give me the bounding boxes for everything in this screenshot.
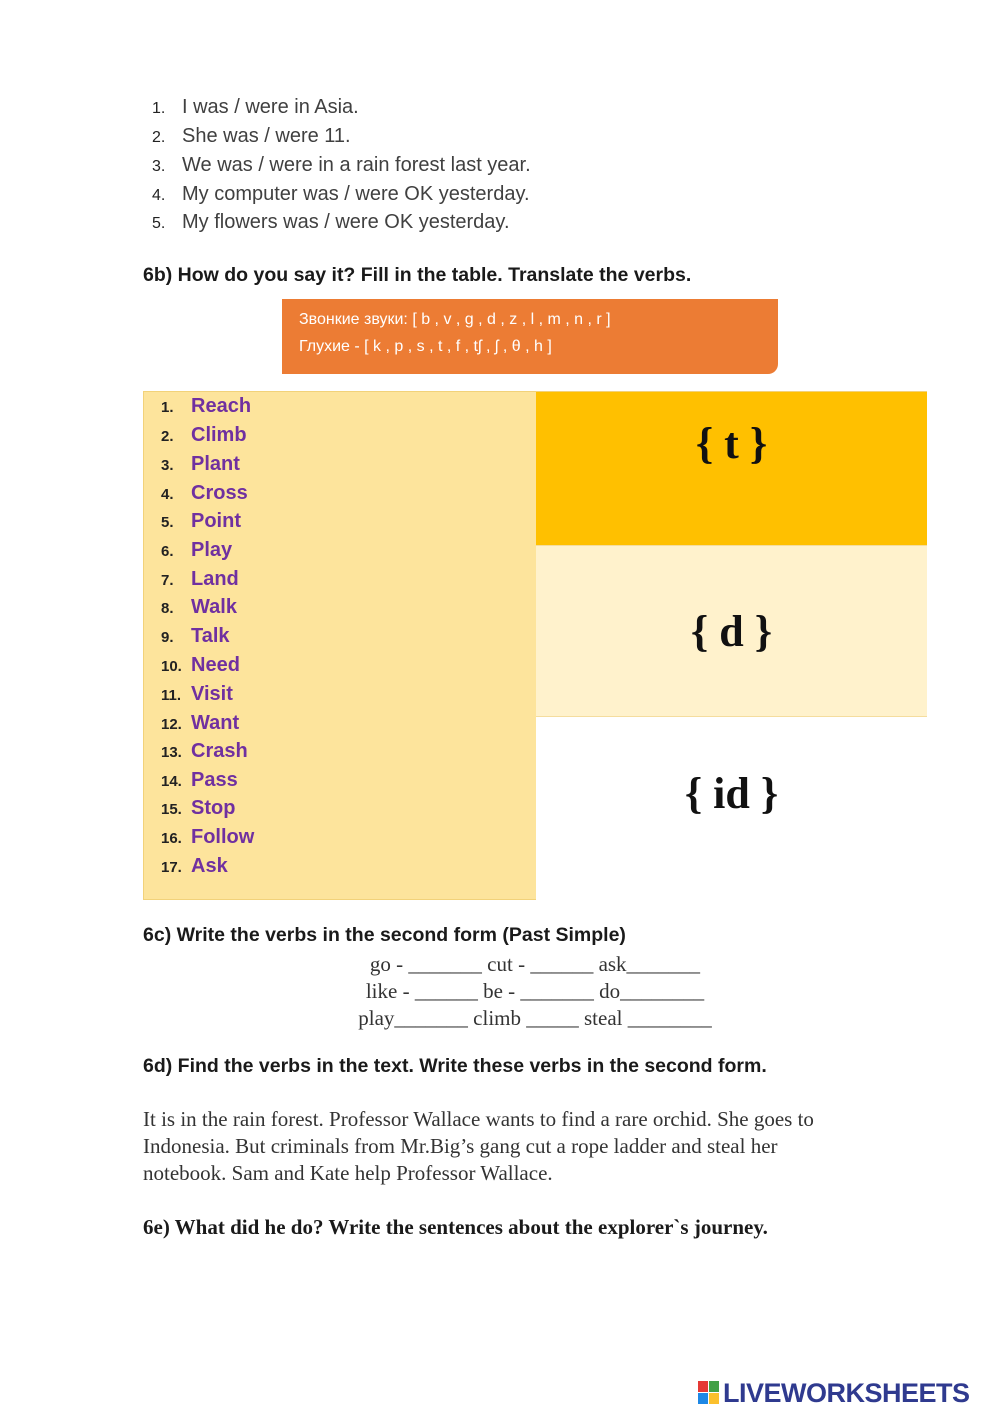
section-6e-heading: 6e) What did he do? Write the sentences about the explorer`s journey. xyxy=(143,1215,768,1239)
section-6b-heading: 6b) How do you say it? Fill in the table. Translate the verbs. xyxy=(143,264,692,286)
verb-word: Pass xyxy=(191,769,238,791)
sound-t-dropzone[interactable] xyxy=(536,392,927,545)
verb-number: 2. xyxy=(161,428,174,445)
verb-item xyxy=(161,826,254,854)
sound-t-label: { t } xyxy=(695,419,768,468)
phonetics-box xyxy=(282,299,778,374)
story-text-line: notebook. Sam and Kate help Professor Wallace. xyxy=(143,1161,553,1185)
list-number: 3. xyxy=(152,158,166,175)
voiceless-sounds-text: Глухие - [ k , p , s , t , f , tʃ , ʃ , θ , h ] xyxy=(299,338,552,355)
verb-item xyxy=(161,482,248,510)
verb-number: 3. xyxy=(161,457,174,474)
list-number: 2. xyxy=(152,129,166,146)
verb-item xyxy=(161,539,232,567)
verb-word: Play xyxy=(191,539,233,561)
verb-number: 4. xyxy=(161,486,174,503)
verb-number: 14. xyxy=(161,773,182,790)
verb-item xyxy=(161,740,248,768)
verb-number: 5. xyxy=(161,514,174,531)
list-item xyxy=(152,154,531,182)
verb-number: 16. xyxy=(161,830,182,847)
verb-number: 17. xyxy=(161,859,182,876)
list-text: I was / were in Asia. xyxy=(182,96,359,118)
section-6c-heading: 6c) Write the verbs in the second form (Past Simple) xyxy=(143,924,626,946)
verb-item xyxy=(161,797,235,825)
verb-word: Walk xyxy=(191,596,237,618)
past-simple-line: like - ______ be - _______ do________ xyxy=(365,979,705,1003)
verb-word: Plant xyxy=(191,453,240,475)
sound-d-dropzone[interactable] xyxy=(536,545,927,717)
verb-word: Reach xyxy=(191,395,252,417)
list-number: 1. xyxy=(152,100,166,117)
story-text-line: Indonesia. But criminals from Mr.Big’s gang cut a rope ladder and steal her xyxy=(143,1134,778,1158)
liveworksheets-logo xyxy=(698,1378,970,1408)
story-text-line: It is in the rain forest. Professor Wallace wants to find a rare orchid. She goes to xyxy=(143,1107,814,1131)
verb-word: Want xyxy=(191,712,240,734)
verb-word: Stop xyxy=(191,797,236,819)
verb-item xyxy=(161,769,238,797)
voiced-sounds-text: Звонкие звуки: [ b , v , g , d , z , l , m , n , r ] xyxy=(299,311,611,328)
verb-item xyxy=(161,712,239,740)
verb-item xyxy=(161,654,240,682)
verb-item xyxy=(161,453,240,481)
verb-number: 1. xyxy=(161,399,174,416)
past-simple-line: play_______ climb _____ steal ________ xyxy=(358,1006,712,1030)
verb-word: Land xyxy=(191,568,239,590)
verb-item xyxy=(161,510,241,538)
verb-item xyxy=(161,625,230,653)
verb-list xyxy=(144,392,536,899)
verb-number: 6. xyxy=(161,543,174,560)
verb-number: 9. xyxy=(161,629,174,646)
liveworksheets-logo-icon xyxy=(698,1381,720,1405)
verb-item xyxy=(161,568,239,596)
verb-item xyxy=(161,596,237,624)
verb-number: 15. xyxy=(161,801,182,818)
logo-text: LIVEWORKSHEETS xyxy=(723,1377,970,1408)
list-item xyxy=(152,125,351,153)
verb-word: Ask xyxy=(191,855,228,877)
verb-word: Need xyxy=(191,654,240,676)
verb-number: 12. xyxy=(161,716,182,733)
verb-word: Cross xyxy=(191,482,248,504)
verb-number: 7. xyxy=(161,572,174,589)
verb-number: 8. xyxy=(161,600,174,617)
list-text: She was / were 11. xyxy=(182,125,351,147)
section-6d-heading: 6d) Find the verbs in the text. Write these verbs in the second form. xyxy=(143,1055,767,1077)
verb-item xyxy=(161,683,233,711)
list-number: 4. xyxy=(152,187,166,204)
sound-table xyxy=(143,391,927,900)
verb-word: Follow xyxy=(191,826,255,848)
past-simple-line: go - _______ cut - ______ ask_______ xyxy=(369,952,701,976)
verb-number: 11. xyxy=(161,687,182,704)
sound-id-dropzone[interactable] xyxy=(536,716,927,901)
verb-number: 13. xyxy=(161,744,182,761)
list-item xyxy=(152,211,510,239)
verb-word: Talk xyxy=(191,625,230,647)
verb-word: Point xyxy=(191,510,241,532)
list-text: My flowers was / were OK yesterday. xyxy=(182,211,510,233)
list-item xyxy=(152,96,359,124)
list-item xyxy=(152,183,530,211)
verb-item xyxy=(161,424,247,452)
list-text: My computer was / were OK yesterday. xyxy=(182,183,530,205)
verb-word: Climb xyxy=(191,424,247,446)
verb-item xyxy=(161,395,251,423)
sound-d-label: { d } xyxy=(690,607,773,656)
verb-word: Crash xyxy=(191,740,248,762)
list-text: We was / were in a rain forest last year. xyxy=(182,154,531,176)
verb-item xyxy=(161,855,228,883)
verb-word: Visit xyxy=(191,683,233,705)
list-number: 5. xyxy=(152,215,166,232)
sound-id-label: { id } xyxy=(684,768,779,818)
verb-number: 10. xyxy=(161,658,182,675)
